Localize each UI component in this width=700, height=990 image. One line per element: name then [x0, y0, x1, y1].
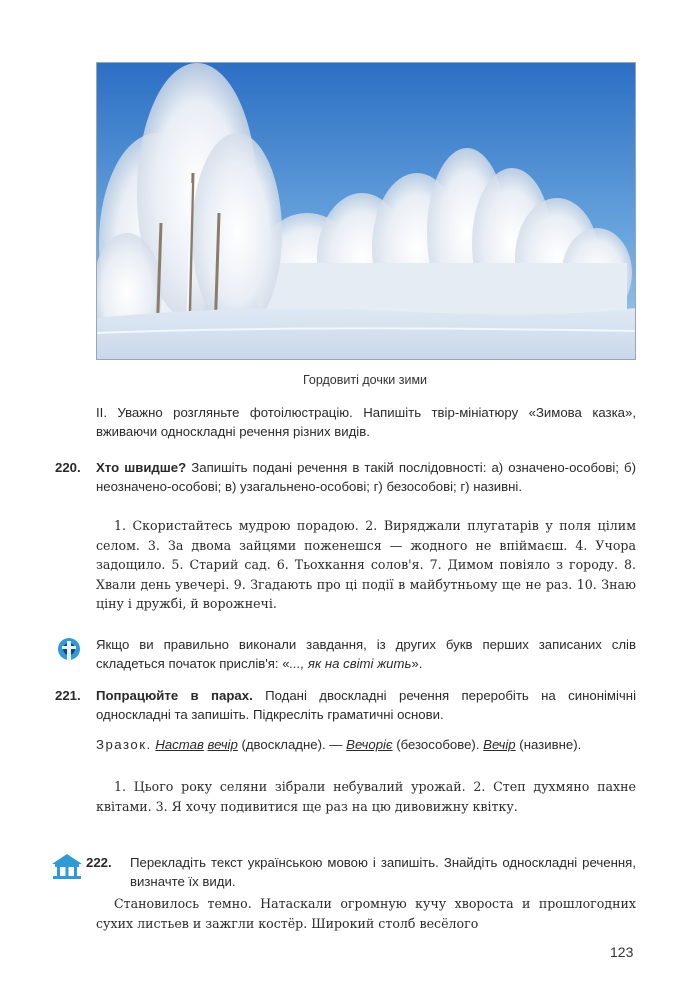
- exercise-220-sentences: 1. Скористайтесь мудрою порадою. 2. Виряджали плугатарів у поля цілим селом. 3. За двома зайцями поженешся — жодного не впіймаєш. 4. Учора задощило. 5. Старий сад. 6. Тьохкання солов'я. 7. Димом повіяло з городу. 8. Хвали день увечері. 9. Згадають про ці події в майбутньому ще не раз. 10. Знаю ціну і дружбі, й ворожнечі.: [96, 518, 636, 611]
- note-text: Якщо ви правильно виконали завдання, із других букв перших записаних слів складеться початок прислів'я: «: [96, 637, 636, 671]
- sample-part-1: (двоскладне). —: [237, 737, 347, 752]
- sample-part-2: (безособове).: [392, 737, 484, 752]
- note-end: ».: [411, 656, 423, 671]
- exercise-221-number: 221.: [55, 688, 81, 703]
- sample-predicate: Настав: [155, 737, 204, 752]
- exercise-222-number: 222.: [86, 855, 112, 870]
- exercise-220-instruction: [96, 458, 636, 496]
- sample-subject: вечір: [207, 737, 238, 752]
- exercise-220-note: [96, 635, 636, 673]
- exercise-222-instruction: Перекладіть текст українською мовою і запишіть. Знайдіть односкладні речення, визначте їх види.: [130, 855, 636, 889]
- exercise-221-sentences: 1. Цього року селяни зібрали небувалий урожай. 2. Степ духмяно пахне квітами. 3. Я хочу подивитися ще раз на цю дивовижну квітку.: [96, 779, 636, 814]
- page-number: 123: [610, 944, 634, 960]
- exercise-221-lead: Попрацюйте в парах.: [96, 688, 253, 703]
- home-task-icon: [50, 852, 84, 885]
- note-proverb: ..., як на світі жить: [289, 656, 412, 671]
- task-ii-paragraph: ІІ. Уважно розгляньте фотоілюстрацію. Напишіть твір-мініатюру «Зимова казка», вживаючи односкладні речення різних видів.: [96, 405, 636, 439]
- exercise-221-instruction-text: Подані двоскладні речення переробіть на синонімічні односкладні та запишіть. Підкресліть граматичні основи.: [96, 688, 636, 722]
- winter-photo: [96, 62, 636, 360]
- exercise-220-lead: Хто швидше?: [96, 460, 187, 475]
- exercise-221-sample: [96, 735, 636, 754]
- sample-label: Зразок.: [96, 737, 152, 752]
- exercise-220-number: 220.: [55, 460, 81, 475]
- winter-trees-illustration: [97, 63, 635, 359]
- sample-word-3: Вечоріє: [346, 737, 393, 752]
- exercise-221-instruction: [96, 686, 636, 724]
- sample-word-4: Вечір: [483, 737, 516, 752]
- info-icon: [56, 636, 82, 669]
- photo-caption: Гордовиті дочки зими: [302, 373, 428, 387]
- sample-part-3: (називне).: [515, 737, 582, 752]
- exercise-220-instruction-text: Запишіть подані речення в такій послідовності: а) означено-особові; б) неозначено-особові; в) узагальнено-особові; г) безособові; г) називні.: [96, 460, 636, 494]
- exercise-222-text: Становилось темно. Натаскали огромную кучу хвороста и прошлогодних сухих листьев и зажгли костёр. Широкий столб весёлого: [96, 896, 636, 931]
